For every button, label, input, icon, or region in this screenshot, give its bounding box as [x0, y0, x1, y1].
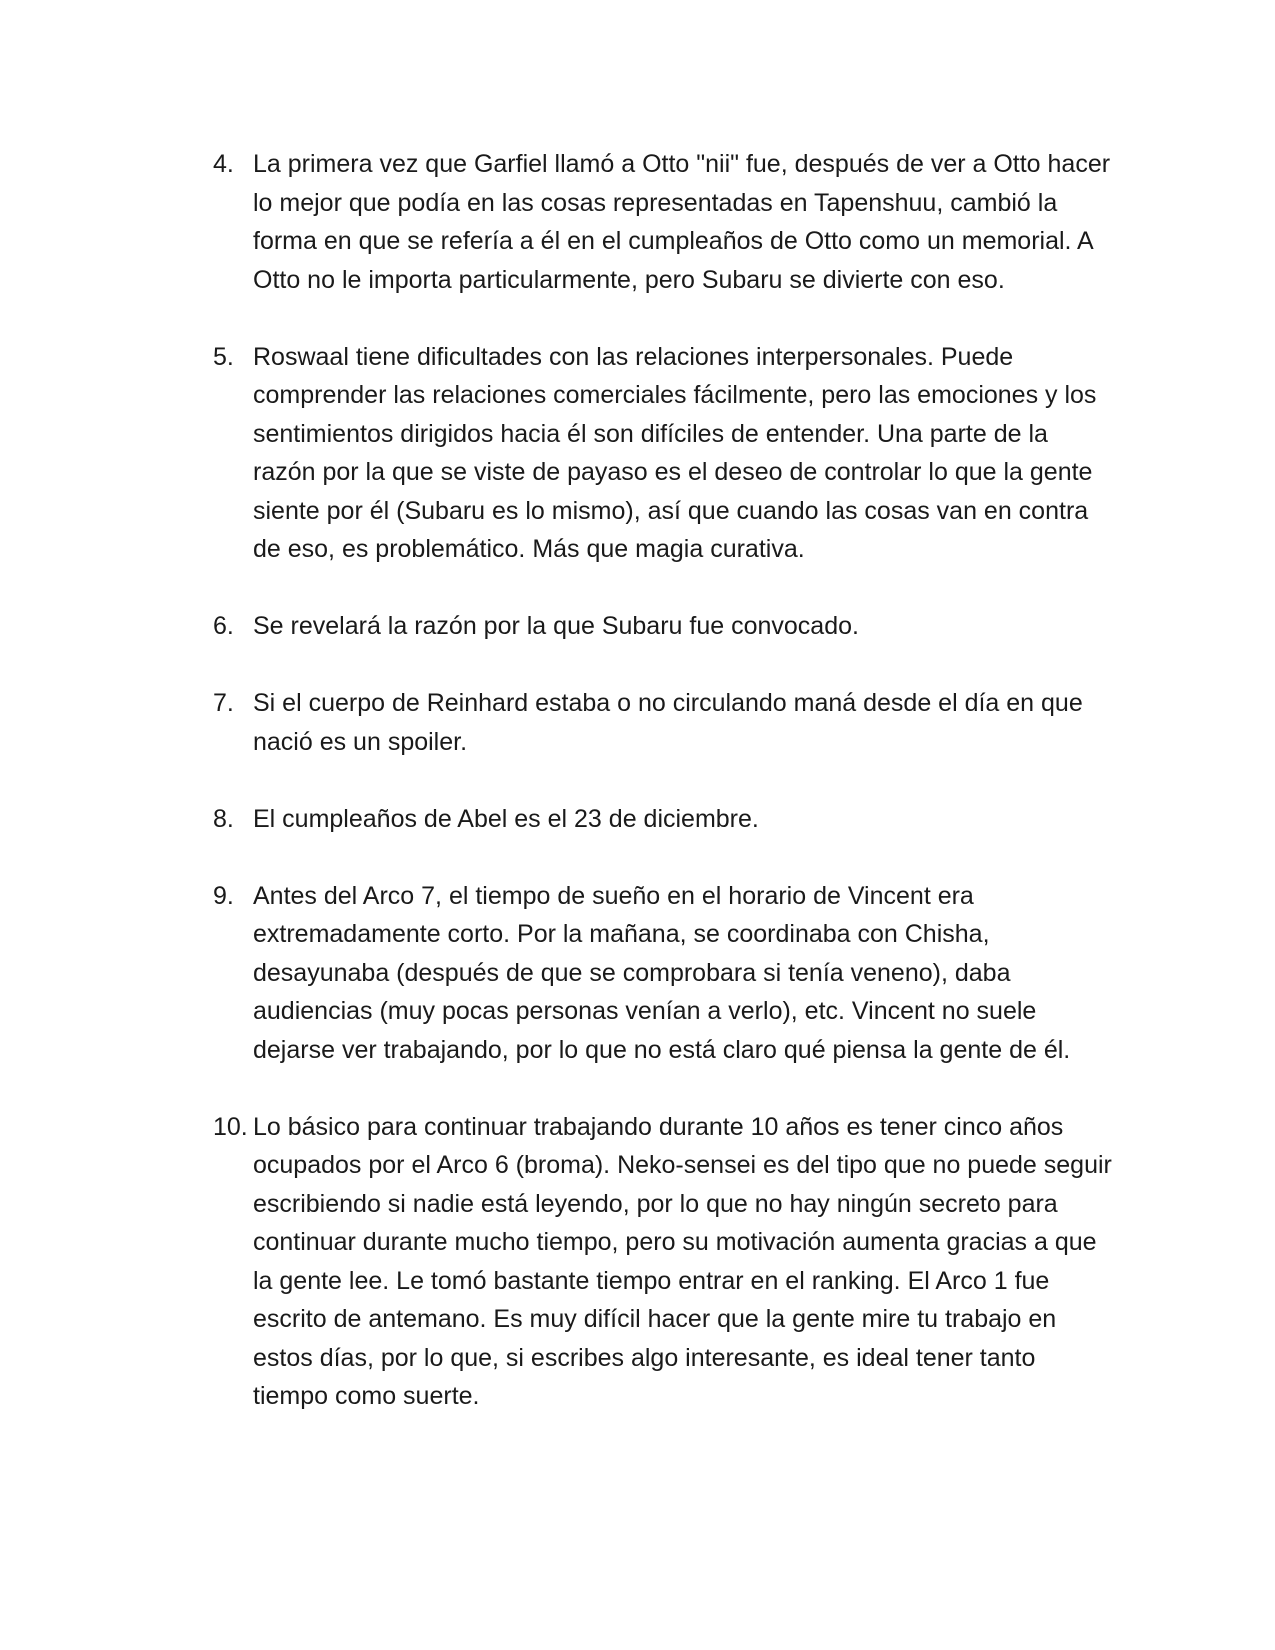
item-text: Se revelará la razón por la que Subaru fue convocado. [253, 612, 859, 640]
item-number: 6. [213, 612, 234, 640]
item-text: Lo básico para continuar trabajando durante 10 años es tener cinco años ocupados por el Arco 6 (broma). Neko-sensei es del tipo que no puede seguir escribiendo si nadie está leyendo, por lo que no hay ningún secreto para continuar durante mucho tiempo, pero su motivación aumenta gracias a que la gente lee. Le tomó bastante tiempo entrar en el ranking. El Arco 1 fue escrito de antemano. Es muy difícil hacer que la gente mire tu trabajo en estos días, por lo que, si escribes algo interesante, es ideal tener tanto tiempo como suerte. [253, 1112, 1112, 1410]
item-text: Si el cuerpo de Reinhard estaba o no circulando maná desde el día en que nació es un spoiler. [253, 689, 1083, 756]
item-number: 8. [213, 804, 234, 833]
item-text: Antes del Arco 7, el tiempo de sueño en el horario de Vincent era extremadamente corto. Por la mañana, se coordinaba con Chisha, desayunaba (después de que se comprobara si tenía veneno), daba audiencias (muy pocas personas venían a verlo), etc. Vincent no suele dejarse ver trabajando, por lo que no está claro qué piensa la gente de él. [253, 881, 1071, 1064]
list-item [213, 607, 1113, 646]
list-item [213, 684, 1113, 761]
item-number: 4. [213, 150, 234, 178]
item-text: Roswaal tiene dificultades con las relaciones interpersonales. Puede comprender las relaciones comerciales fácilmente, pero las emociones y los sentimientos dirigidos hacia él son difíciles de entender. Una parte de la razón por la que se viste de payaso es el deseo de controlar lo que la gente siente por él (Subaru es lo mismo), así que cuando las cosas van en contra de eso, es problemático. Más que magia curativa. [253, 342, 1097, 563]
list-item [213, 145, 1113, 299]
item-number: 7. [213, 689, 234, 717]
item-text: La primera vez que Garfiel llamó a Otto "nii" fue, después de ver a Otto hacer lo mejor que podía en las cosas representadas en Tapenshuu, cambió la forma en que se refería a él en el cumpleaños de Otto como un memorial. A Otto no le importa particularmente, pero Subaru se divierte con eso. [253, 150, 1111, 294]
item-text: El cumpleaños de Abel es el 23 de diciembre. [253, 804, 759, 833]
item-number: 10. [213, 1112, 248, 1141]
list-item [213, 1108, 1113, 1416]
list-item [213, 800, 1113, 839]
list-item [213, 877, 1113, 1070]
list-item [213, 338, 1113, 569]
item-number: 5. [213, 342, 234, 371]
numbered-list [213, 145, 1113, 1454]
item-number: 9. [213, 881, 234, 910]
